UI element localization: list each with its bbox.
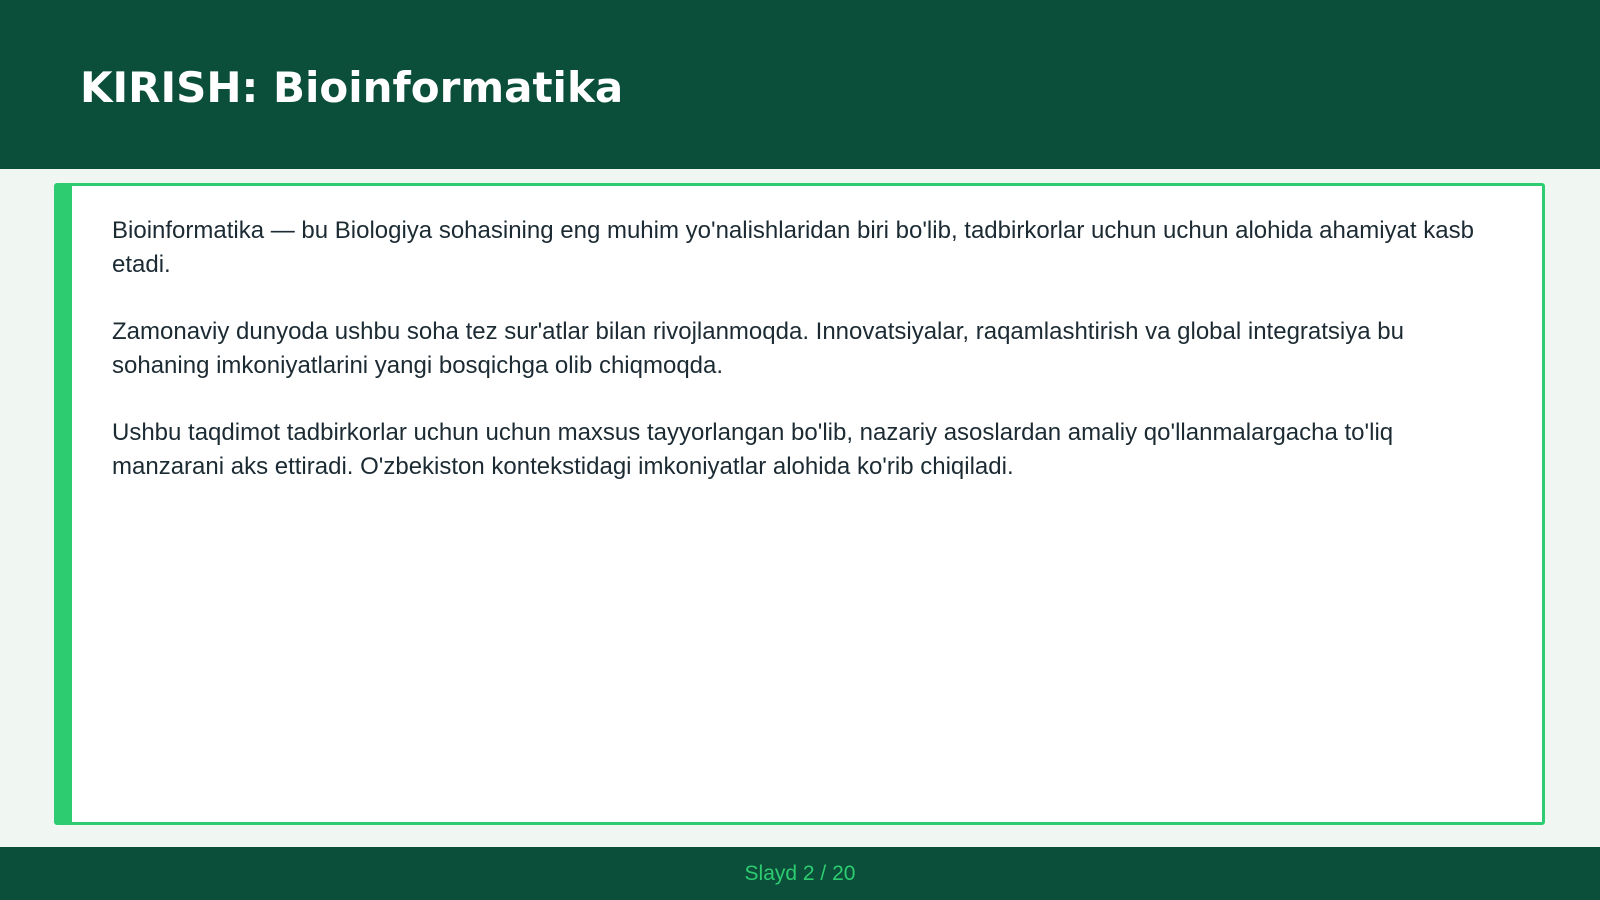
content-body	[112, 214, 1492, 517]
slide-title: KIRISH: Bioinformatika	[80, 63, 624, 112]
paragraph-modern-world: Zamonaviy dunyoda ushbu soha tez sur'atlar bilan rivojlanmoqda. Innovatsiyalar, raqamlashtirish va global integratsiya bu sohaning imkoniyatlarini yangi bosqichga olib chiqmoqda.	[112, 318, 1404, 379]
content-box	[54, 183, 1545, 825]
paragraph-intro: Bioinformatika — bu Biologiya sohasining eng muhim yo'nalishlaridan biri bo'lib, tadbirkorlar uchun uchun alohida ahamiyat kasb etadi.	[112, 217, 1474, 278]
slide-footer	[0, 847, 1600, 900]
paragraph-presentation: Ushbu taqdimot tadbirkorlar uchun uchun maxsus tayyorlangan bo'lib, nazariy asoslardan amaliy qo'llanmalargacha to'liq manzarani aks ettiradi. O'zbekiston kontekstidagi imkoniyatlar alohida ko'rib chiqiladi.	[112, 419, 1394, 480]
slide-counter: Slayd 2 / 20	[744, 862, 856, 885]
slide-header	[0, 0, 1600, 169]
